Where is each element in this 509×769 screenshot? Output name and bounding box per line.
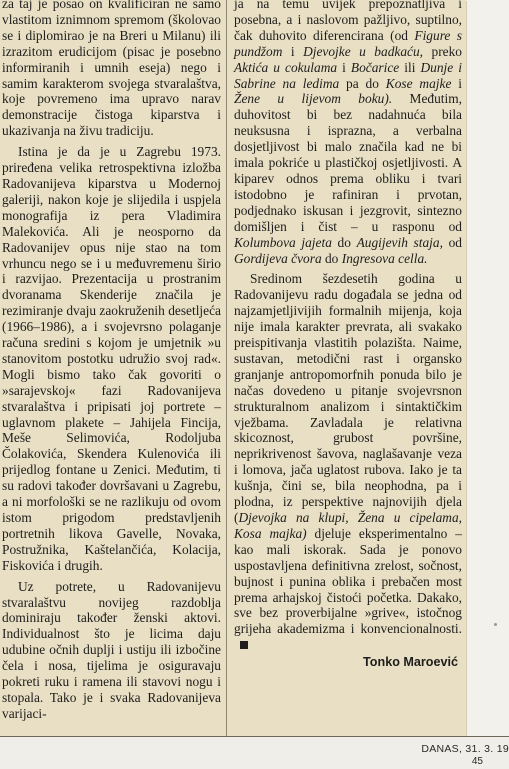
text-run: i <box>282 43 304 59</box>
page-number: 45 <box>471 756 483 767</box>
article-paragraph: Istina je da je u Zagrebu 1973. priređena velika retrospektivna izložba Radovanijeva kiparstva u Modernoj galeriji, nakon koje je slijedila i uspjela monografija iz pera Vladimira Malekovića. Ali je neosporno da Radovanijev opus nije stao na tom vrhuncu nego se i u međuvremenu širio i razvijao. Prezentacija u prostranim dvoranama Skenderije značila je rezimiranje dvaju zaokruženih desetljeća (1966–1986), a i svojevrsno polaganje računa sredini s kojom je umjetnik »u stanovitom postotku udružio svoj rad«. Mogli bismo tako čak govoriti o »sarajevskoj« fazi Radovanijeva stvaralaštva i pripisati joj portrete – uglavnom plakete – Jahijela Fincija, Meše Selimovića, Rodoljuba Čolakovića, Skendera Kulenovića ili prijedlog fontane u Zenici. Međutim, ti su radovi također dovršavani u Zagrebu, a ni morfološki se ne razlikuju od ovom istom prigodom predstavljenih portretnih likova Gavelle, Novaka, Postružnika, Kaštelančića, Kolacija, Fiskovića i drugih. <box>2 144 221 573</box>
text-run: ili <box>399 59 421 75</box>
article-paragraph: Uz potrete, u Radovanijevu stvaralaštvu novijeg razdoblja dominiraju također ženski aktovi. Individualnost što je licima daju udubine očnih duplji i ustiju ili izbočine čela i nosa, tijelima je osiguravaju pokreti ruku i ramena ili stavovi nogu i stopala. Tako je i svaka Radovanijeva varijaci- <box>2 578 221 721</box>
artwork-title: Ingresova cella. <box>341 250 428 266</box>
artwork-title: Kolumbova jajeta <box>234 234 332 250</box>
artwork-title: Žene u lijevom boku). <box>234 91 393 107</box>
paper-speck <box>494 623 497 626</box>
artwork-title: Gordijeva čvora <box>234 250 322 266</box>
text-run: i <box>337 59 351 75</box>
author-byline: Tonko Maroević <box>363 655 458 670</box>
text-run: ja na temu uvijek prepoznatljiva i posebna, a i naslovom pažljivo, suptilno, čak duhovito diferencirana (od <box>234 0 462 43</box>
text-run: do <box>331 234 357 250</box>
artwork-title: Aktića u cokulama <box>234 59 338 75</box>
column-divider <box>226 0 227 736</box>
artwork-title: Augijevih staja, <box>356 234 443 250</box>
article-paragraph: za taj je posao on kvalificiran ne samo vlastitom iznimnom spremom (školovao se i diplomirao je na Breri u Milanu) ili izrazitom erudicijom (pisac je posebno informiranih i umnih eseja) nego i samim karakterom svojega stvaralaštva, koje povremeno ima upravo narav demonstracije čistoga kiparstva i ukazivanja na živu tradiciju. <box>2 0 221 139</box>
article-column-right <box>234 0 462 671</box>
article-paragraph <box>234 271 462 653</box>
text-run: Sredinom šezdesetih godina u Radovanijevu radu događala se jedna od najzamjetljivijih formalnih mijenja, koja nije imala karakter prevrata, ali svakako preispitivanja vlastitih polazišta. Naime, sustavan, metodični rast i organsko granjanje antropomorfnih ponuda bilo je načas dovedeno u pitanje svojevrsnon strukturalnom analizom i sintaktičkim vježbama. Zavladala je relativna skicoznost, grubost površine, neprikrivenost šavova, naglašavanje veza i lomova, jača uglatost rubova. Iako je ta kušnja, čini se, bila neophodna, pa i plodna, iz perspektive najnovijih djela ( <box>234 271 462 525</box>
end-of-article-mark <box>240 641 248 649</box>
text-run: do <box>321 250 342 266</box>
article-paragraph <box>234 0 462 266</box>
text-run: pa do <box>339 75 386 91</box>
text-run: Međutim, duhovitost bi bez nadahnuća bila neuksusna i isprazna, a verbalna dosjetljivost bi malo značila kad ne bi imala pokriće u plastičkoj osjetljivosti. A kiparev odnos prema obliku i tvari istodobno je rafiniran i prvotan, podjednako iskusan i jezgrovit, sintezno domišljen i čist – u rasponu od <box>234 91 462 234</box>
publication-date-line: DANAS, 31. 3. 19 <box>421 743 509 755</box>
artwork-title: Dunje i Sabrine na ledima <box>234 59 462 91</box>
artwork-title: Djevojka na klupi, Žena u cipelama, Kosa majka) <box>234 510 462 541</box>
text-run: preko <box>423 43 463 59</box>
artwork-title: Kose majke <box>385 75 452 91</box>
text-run: i <box>451 75 462 91</box>
article-column-left <box>2 0 221 722</box>
text-run: djeluje eksperimentalno – kao mali iskorak. Sada je ponovo uspostavljena definitivna zrelost, sočnost, bujnost i punina oblika i prebačen most prema arhajskoj čistoći početka. Dakako, sve bez proverbijalne »grive«, istočnog grijeha akademizma i konvencionalnosti. <box>234 525 462 637</box>
artwork-title: Bočarice <box>350 59 400 75</box>
artwork-title: Djevojke u badkaću, <box>303 43 424 59</box>
text-run: od <box>442 234 462 250</box>
artwork-title: Figure s pundžom <box>234 27 462 59</box>
page-footer <box>0 736 509 769</box>
